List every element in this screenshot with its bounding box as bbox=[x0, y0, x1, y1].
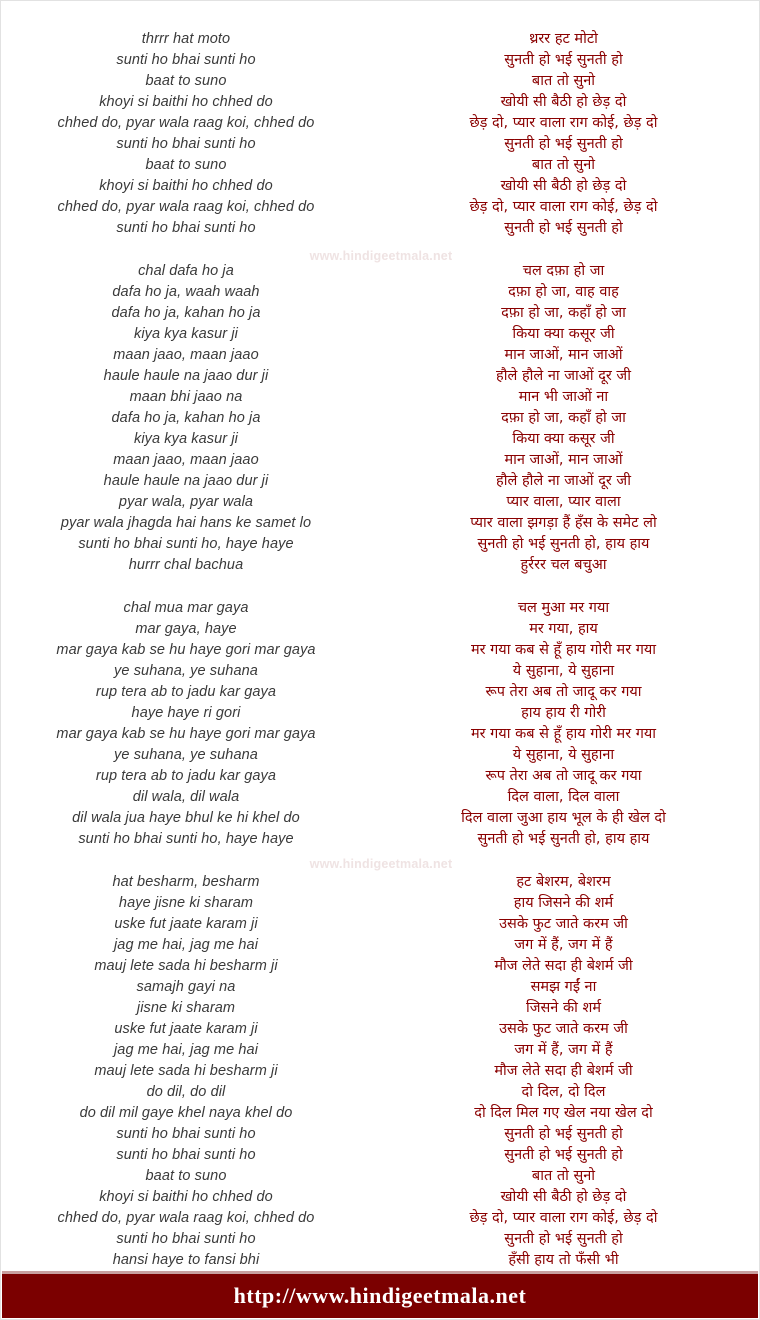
lyrics-line-roman: chhed do, pyar wala raag koi, chhed do bbox=[57, 1210, 315, 1226]
lyrics-line-devanagari: किया क्या कसूर जी bbox=[512, 431, 615, 447]
lyrics-line-devanagari: सुनती हो भई सुनती हो bbox=[504, 1231, 623, 1247]
lyrics-line-devanagari: दफ़ा हो जा, कहाँ हो जा bbox=[501, 410, 626, 426]
lyrics-line-devanagari: किया क्या कसूर जी bbox=[512, 326, 615, 342]
lyrics-line bbox=[1, 71, 759, 92]
lyrics-line-devanagari: दिल वाला जुआ हाय भूल के ही खेल दो bbox=[461, 810, 666, 826]
lyrics-line-devanagari: उसके फुट जाते करम जी bbox=[499, 1021, 628, 1037]
lyrics-line-devanagari: खोयी सी बैठी हो छेड़ दो bbox=[500, 178, 627, 194]
lyrics-line-devanagari: जिसने की शर्म bbox=[525, 1000, 601, 1016]
lyrics-line-devanagari: हँसी हाय तो फँसी भी bbox=[508, 1252, 619, 1268]
lyrics-line bbox=[1, 766, 759, 787]
lyrics-line-devanagari: प्यार वाला झगड़ा हैं हँस के समेट लो bbox=[470, 515, 657, 531]
lyrics-line-devanagari: दफ़ा हो जा, वाह वाह bbox=[508, 284, 619, 300]
lyrics-line-roman: haule haule na jaao dur ji bbox=[103, 473, 269, 489]
lyrics-line-roman: khoyi si baithi ho chhed do bbox=[99, 178, 273, 194]
lyrics-line-devanagari: दिल वाला, दिल वाला bbox=[507, 789, 620, 805]
lyrics-line-devanagari: खोयी सी बैठी हो छेड़ दो bbox=[500, 94, 627, 110]
lyrics-line bbox=[1, 1082, 759, 1103]
lyrics-line-roman: ye suhana, ye suhana bbox=[114, 747, 258, 763]
lyrics-line bbox=[1, 1124, 759, 1145]
lyrics-line bbox=[1, 977, 759, 998]
lyrics-line bbox=[1, 513, 759, 534]
lyrics-line-roman: mar gaya kab se hu haye gori mar gaya bbox=[56, 642, 316, 658]
lyrics-line-roman: dafa ho ja, kahan ho ja bbox=[111, 410, 261, 426]
lyrics-line-devanagari: सुनती हो भई सुनती हो bbox=[504, 52, 623, 68]
lyrics-line-roman: khoyi si baithi ho chhed do bbox=[99, 1189, 273, 1205]
site-watermark: www.hindigeetmala.net bbox=[309, 857, 453, 871]
lyrics-line-devanagari: मर गया, हाय bbox=[529, 621, 598, 637]
lyrics-line-roman: dafa ho ja, kahan ho ja bbox=[111, 305, 261, 321]
lyrics-line bbox=[1, 1250, 759, 1271]
lyrics-line-devanagari: हाय जिसने की शर्म bbox=[513, 895, 614, 911]
lyrics-line bbox=[1, 1019, 759, 1040]
lyrics-line-roman: baat to suno bbox=[145, 1168, 227, 1184]
lyrics-line-roman: uske fut jaate karam ji bbox=[114, 1021, 258, 1037]
lyrics-line-roman: sunti ho bhai sunti ho bbox=[116, 52, 256, 68]
lyrics-line-roman: pyar wala jhagda hai hans ke samet lo bbox=[60, 515, 312, 531]
lyrics-line-devanagari: मौज लेते सदा ही बेशर्म जी bbox=[494, 958, 633, 974]
lyrics-line bbox=[1, 893, 759, 914]
lyrics-line bbox=[1, 808, 759, 829]
lyrics-line bbox=[1, 1166, 759, 1187]
lyrics-line-roman: hansi haye to fansi bhi bbox=[112, 1252, 260, 1268]
lyrics-line-devanagari: ये सुहाना, ये सुहाना bbox=[512, 663, 615, 679]
lyrics-line bbox=[1, 176, 759, 197]
lyrics-line bbox=[1, 703, 759, 724]
lyrics-line-devanagari: हुर्ररर चल बचुआ bbox=[520, 557, 607, 573]
lyrics-line bbox=[1, 956, 759, 977]
lyrics-line bbox=[1, 197, 759, 218]
lyrics-line-roman: baat to suno bbox=[145, 157, 227, 173]
lyrics-line-devanagari: मान जाओं, मान जाओं bbox=[504, 452, 623, 468]
lyrics-line-roman: khoyi si baithi ho chhed do bbox=[99, 94, 273, 110]
lyrics-line-roman: baat to suno bbox=[145, 73, 227, 89]
lyrics-line-roman: maan bhi jaao na bbox=[129, 389, 243, 405]
lyrics-line-roman: sunti ho bhai sunti ho bbox=[116, 1126, 256, 1142]
lyrics-line bbox=[1, 218, 759, 239]
lyrics-line-devanagari: थ्ररर हट मोटो bbox=[529, 31, 598, 47]
lyrics-line bbox=[1, 534, 759, 555]
lyrics-line-roman: sunti ho bhai sunti ho bbox=[116, 1147, 256, 1163]
lyrics-line-devanagari: चल मुआ मर गया bbox=[517, 600, 610, 616]
lyrics-line-roman: pyar wala, pyar wala bbox=[118, 494, 254, 510]
lyrics-line bbox=[1, 134, 759, 155]
lyrics-line-roman: kiya kya kasur ji bbox=[133, 326, 239, 342]
lyrics-line-roman: ye suhana, ye suhana bbox=[114, 663, 258, 679]
lyrics-line bbox=[1, 324, 759, 345]
lyrics-line bbox=[1, 998, 759, 1019]
lyrics-line-devanagari: समझ गईं ना bbox=[530, 979, 597, 995]
lyrics-line-roman: hat besharm, besharm bbox=[112, 874, 260, 890]
lyrics-line bbox=[1, 471, 759, 492]
lyrics-line-devanagari: सुनती हो भई सुनती हो bbox=[504, 1147, 623, 1163]
lyrics-line-roman: sunti ho bhai sunti ho, haye haye bbox=[78, 536, 294, 552]
lyrics-line-roman: dil wala, dil wala bbox=[132, 789, 240, 805]
lyrics-line bbox=[1, 303, 759, 324]
lyrics-line bbox=[1, 113, 759, 134]
lyrics-line-roman: chhed do, pyar wala raag koi, chhed do bbox=[57, 115, 315, 131]
lyrics-line-devanagari: मौज लेते सदा ही बेशर्म जी bbox=[494, 1063, 633, 1079]
lyrics-line bbox=[1, 29, 759, 50]
lyrics-line-devanagari: दफ़ा हो जा, कहाँ हो जा bbox=[501, 305, 626, 321]
lyrics-line bbox=[1, 661, 759, 682]
lyrics-line-roman: chal mua mar gaya bbox=[123, 600, 249, 616]
lyrics-line bbox=[1, 366, 759, 387]
lyrics-line bbox=[1, 92, 759, 113]
lyrics-line-devanagari: हौले हौले ना जाओं दूर जी bbox=[496, 368, 631, 384]
lyrics-line-devanagari: हौले हौले ना जाओं दूर जी bbox=[496, 473, 631, 489]
lyrics-line-devanagari: हाय हाय री गोरी bbox=[521, 705, 606, 721]
lyrics-stanza bbox=[1, 872, 759, 1271]
lyrics-line-devanagari: सुनती हो भई सुनती हो, हाय हाय bbox=[477, 536, 650, 552]
lyrics-line-devanagari: छेड़ दो, प्यार वाला राग कोई, छेड़ दो bbox=[469, 1210, 658, 1226]
lyrics-line bbox=[1, 787, 759, 808]
lyrics-line bbox=[1, 1229, 759, 1250]
site-footer bbox=[2, 1271, 758, 1318]
lyrics-line bbox=[1, 1040, 759, 1061]
lyrics-line-roman: thrrr hat moto bbox=[141, 31, 231, 47]
lyrics-line bbox=[1, 492, 759, 513]
lyrics-line-devanagari: चल दफ़ा हो जा bbox=[522, 263, 605, 279]
lyrics-line-devanagari: जग में हैं, जग में हैं bbox=[514, 1042, 613, 1058]
lyrics-line-devanagari: उसके फुट जाते करम जी bbox=[499, 916, 628, 932]
lyrics-line-roman: mauj lete sada hi besharm ji bbox=[94, 958, 278, 974]
lyrics-line-devanagari: दो दिल मिल गए खेल नया खेल दो bbox=[474, 1105, 653, 1121]
lyrics-line-roman: sunti ho bhai sunti ho bbox=[116, 220, 256, 236]
lyrics-line-roman: mauj lete sada hi besharm ji bbox=[94, 1063, 278, 1079]
lyrics-line-devanagari: सुनती हो भई सुनती हो bbox=[504, 136, 623, 152]
lyrics-line-roman: haye haye ri gori bbox=[131, 705, 241, 721]
lyrics-line-devanagari: ये सुहाना, ये सुहाना bbox=[512, 747, 615, 763]
lyrics-line-devanagari: छेड़ दो, प्यार वाला राग कोई, छेड़ दो bbox=[469, 199, 658, 215]
lyrics-line bbox=[1, 619, 759, 640]
lyrics-line-devanagari: हट बेशरम, बेशरम bbox=[516, 874, 611, 890]
lyrics-line bbox=[1, 555, 759, 576]
lyrics-line-roman: dil wala jua haye bhul ke hi khel do bbox=[72, 810, 300, 826]
lyrics-line-devanagari: बात तो सुनो bbox=[531, 157, 596, 173]
lyrics-line-roman: hurrr chal bachua bbox=[128, 557, 244, 573]
lyrics-line bbox=[1, 872, 759, 893]
lyrics-line-roman: mar gaya kab se hu haye gori mar gaya bbox=[56, 726, 316, 742]
lyrics-line-roman: chal dafa ho ja bbox=[138, 263, 234, 279]
lyrics-line-roman: haye jisne ki sharam bbox=[118, 895, 254, 911]
lyrics-line-roman: sunti ho bhai sunti ho, haye haye bbox=[78, 831, 294, 847]
lyrics-line-devanagari: बात तो सुनो bbox=[531, 73, 596, 89]
lyrics-line bbox=[1, 745, 759, 766]
lyrics-line-roman: chhed do, pyar wala raag koi, chhed do bbox=[57, 199, 315, 215]
lyrics-line bbox=[1, 935, 759, 956]
lyrics-line bbox=[1, 1061, 759, 1082]
lyrics-line-roman: sunti ho bhai sunti ho bbox=[116, 1231, 256, 1247]
lyrics-line bbox=[1, 1103, 759, 1124]
lyrics-line bbox=[1, 724, 759, 745]
lyrics-line-devanagari: मान भी जाओं ना bbox=[518, 389, 609, 405]
lyrics-line-roman: mar gaya, haye bbox=[135, 621, 237, 637]
lyrics-line bbox=[1, 1187, 759, 1208]
lyrics-line-devanagari: खोयी सी बैठी हो छेड़ दो bbox=[500, 1189, 627, 1205]
lyrics-line-roman: dafa ho ja, waah waah bbox=[112, 284, 260, 300]
lyrics-stanza bbox=[1, 29, 759, 239]
lyrics-line bbox=[1, 640, 759, 661]
lyrics-line-roman: sunti ho bhai sunti ho bbox=[116, 136, 256, 152]
lyrics-line bbox=[1, 261, 759, 282]
site-url-link[interactable]: http://www.hindigeetmala.net bbox=[233, 1283, 527, 1308]
lyrics-line-roman: maan jaao, maan jaao bbox=[113, 452, 259, 468]
lyrics-line bbox=[1, 1208, 759, 1229]
lyrics-line-devanagari: मर गया कब से हूँ हाय गोरी मर गया bbox=[470, 642, 657, 658]
lyrics-line-devanagari: प्यार वाला, प्यार वाला bbox=[506, 494, 621, 510]
lyrics-line-roman: jag me hai, jag me hai bbox=[113, 937, 259, 953]
lyrics-line bbox=[1, 682, 759, 703]
site-watermark: www.hindigeetmala.net bbox=[309, 249, 453, 263]
lyrics-stanza bbox=[1, 261, 759, 576]
lyrics-line-devanagari: सुनती हो भई सुनती हो, हाय हाय bbox=[477, 831, 650, 847]
lyrics-line bbox=[1, 155, 759, 176]
lyrics-line-roman: rup tera ab to jadu kar gaya bbox=[95, 684, 277, 700]
lyrics-line-devanagari: जग में हैं, जग में हैं bbox=[514, 937, 613, 953]
lyrics-line bbox=[1, 408, 759, 429]
lyrics-line-devanagari: सुनती हो भई सुनती हो bbox=[504, 220, 623, 236]
lyrics-line-devanagari: छेड़ दो, प्यार वाला राग कोई, छेड़ दो bbox=[469, 115, 658, 131]
lyrics-line bbox=[1, 1145, 759, 1166]
lyrics-line bbox=[1, 450, 759, 471]
lyrics-container bbox=[1, 1, 759, 1268]
lyrics-line-roman: do dil, do dil bbox=[146, 1084, 226, 1100]
lyrics-line-roman: kiya kya kasur ji bbox=[133, 431, 239, 447]
lyrics-line bbox=[1, 345, 759, 366]
lyrics-line-roman: uske fut jaate karam ji bbox=[114, 916, 258, 932]
lyrics-line bbox=[1, 598, 759, 619]
lyrics-line-roman: samajh gayi na bbox=[136, 979, 236, 995]
lyrics-line bbox=[1, 387, 759, 408]
lyrics-line-devanagari: सुनती हो भई सुनती हो bbox=[504, 1126, 623, 1142]
lyrics-line-roman: jag me hai, jag me hai bbox=[113, 1042, 259, 1058]
lyrics-line bbox=[1, 429, 759, 450]
lyrics-line-roman: jisne ki sharam bbox=[136, 1000, 236, 1016]
lyrics-line-devanagari: मान जाओं, मान जाओं bbox=[504, 347, 623, 363]
lyrics-line bbox=[1, 829, 759, 850]
lyrics-line bbox=[1, 50, 759, 71]
lyrics-line-roman: do dil mil gaye khel naya khel do bbox=[79, 1105, 293, 1121]
lyrics-line-roman: rup tera ab to jadu kar gaya bbox=[95, 768, 277, 784]
lyrics-line-devanagari: बात तो सुनो bbox=[531, 1168, 596, 1184]
lyrics-line-devanagari: रूप तेरा अब तो जादू कर गया bbox=[485, 684, 642, 700]
lyrics-line bbox=[1, 914, 759, 935]
lyrics-line-roman: maan jaao, maan jaao bbox=[113, 347, 259, 363]
lyrics-stanza bbox=[1, 598, 759, 850]
lyrics-line-devanagari: मर गया कब से हूँ हाय गोरी मर गया bbox=[470, 726, 657, 742]
lyrics-line-devanagari: दो दिल, दो दिल bbox=[521, 1084, 606, 1100]
lyrics-line-devanagari: रूप तेरा अब तो जादू कर गया bbox=[485, 768, 642, 784]
lyrics-line-roman: haule haule na jaao dur ji bbox=[103, 368, 269, 384]
lyrics-line bbox=[1, 282, 759, 303]
